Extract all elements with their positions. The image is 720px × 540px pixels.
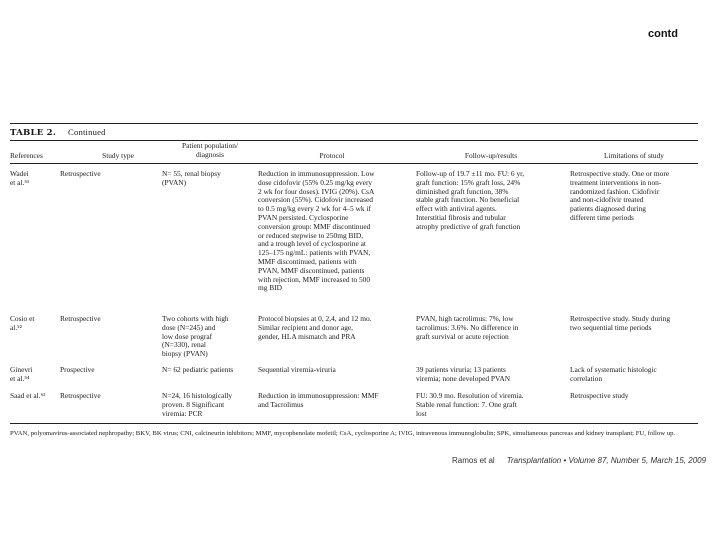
cell-protocol: Protocol biopsies at 0, 2,4, and 12 mo. Similar recipient and donor age, gender, HLA mismatch and PRA bbox=[258, 314, 372, 341]
citation-author: Ramos et al bbox=[452, 456, 495, 465]
title-rule bbox=[10, 140, 698, 141]
cell-limitations: Retrospective study. Study during two sequential time periods bbox=[570, 314, 671, 332]
cell-population: N= 55, renal biopsy (PVAN) bbox=[162, 169, 221, 187]
cell-study-type: Retrospective bbox=[60, 314, 101, 323]
table-title bbox=[10, 127, 106, 138]
header-references: References bbox=[10, 151, 43, 160]
header-rule bbox=[10, 163, 698, 164]
cell-limitations: Retrospective study bbox=[570, 391, 629, 400]
bottom-rule bbox=[10, 423, 698, 424]
cell-reference: Cosio et al.⁵² bbox=[10, 314, 35, 332]
table-continued: Continued bbox=[68, 127, 106, 137]
table-number: TABLE 2. bbox=[10, 128, 57, 138]
citation-journal: Transplantation • Volume 87, Number 5, March 15, 2009 bbox=[506, 456, 707, 465]
cell-population: Two cohorts with high dose (N=245) and low dose prograf (N=330), renal biopsy (PVAN) bbox=[162, 314, 229, 359]
cell-study-type: Prospective bbox=[60, 365, 95, 374]
cell-study-type: Retrospective bbox=[60, 391, 101, 400]
cell-protocol: Reduction in immunosuppression: MMF and Tacrolimus bbox=[258, 391, 379, 409]
cell-reference: Saad et al.⁶² bbox=[10, 391, 46, 400]
header-follow-up: Follow-up/results bbox=[464, 151, 518, 160]
cell-results: 39 patients viruria; 13 patients viremia; none developed PVAN bbox=[416, 365, 511, 383]
continued-label: contd bbox=[648, 28, 678, 40]
header-protocol: Protocol bbox=[319, 151, 345, 160]
cell-results: FU: 30.9 mo. Resolution of viremia. Stable renal function: 7. One graft lost bbox=[416, 391, 524, 418]
top-rule bbox=[10, 123, 698, 124]
table-footnote: PVAN, polyomavirus-associated nephropathy; BKV, BK virus; CNI, calcineurin inhibitors; MMF, mycophenolate mofetil; CsA, cyclosporine A; IVIG, intravenous immunoglobulin; SPK, simultaneous pancreas and kidney transplant; FU, follow up. bbox=[10, 430, 676, 437]
header-limitations: Limitations of study bbox=[604, 151, 664, 160]
cell-limitations: Lack of systematic histologic correlation bbox=[570, 365, 657, 383]
cell-protocol: Reduction in immunosuppression. Low dose cidofovir (55% 0.25 mg/kg every 2 wk for four doses). IVIG (20%). CsA conversion (55%). Cidofovir increased to 0.5 mg/kg every 2 wk for 4–5 wk if PVAN persisted. Cyclosporine conversion group: MMF discontinued or reduced stepwise to 250mg BID, and a trough level of cyclosporine at 125–175 ng/mL: patients with PVAN, MMF discontinued, patients with PVAN, MMF discontinued, patients with rejection, MMF increased to 500 mg BID bbox=[258, 169, 375, 293]
cell-study-type: Retrospective bbox=[60, 169, 101, 178]
header-patient-population: Patient population/ diagnosis bbox=[181, 141, 239, 159]
cell-results: PVAN, high tacrolimus: 7%, low tacrolimus: 3.6%. No difference in graft survival or acute rejection bbox=[416, 314, 519, 341]
cell-results: Follow-up of 19.7 ±11 mo. FU: 6 yr, graft function: 15% graft loss, 24% diminished graft function, 38% stable graft function. No beneficial effect with antiviral agents. Interstitial fibrosis and tubular atrophy predictive of graft function bbox=[416, 169, 525, 231]
cell-protocol: Sequential viremia-viruria bbox=[258, 365, 336, 374]
cell-population: N= 62 pediatric patients bbox=[162, 365, 234, 374]
cell-limitations: Retrospective study. One or more treatment interventions in non- randomized fashion. Cidofivir and non-cidofivir treated patients diagnosed during different time periods bbox=[570, 169, 670, 222]
cell-population: N=24, 16 histologically proven. 8 Significant viremia: PCR bbox=[162, 391, 233, 418]
cell-reference: Ginevri et al.⁵⁴ bbox=[10, 365, 33, 383]
cell-reference: Wadei et al.⁵¹ bbox=[10, 169, 30, 187]
source-citation bbox=[452, 456, 706, 465]
header-study-type: Study type bbox=[102, 151, 134, 160]
